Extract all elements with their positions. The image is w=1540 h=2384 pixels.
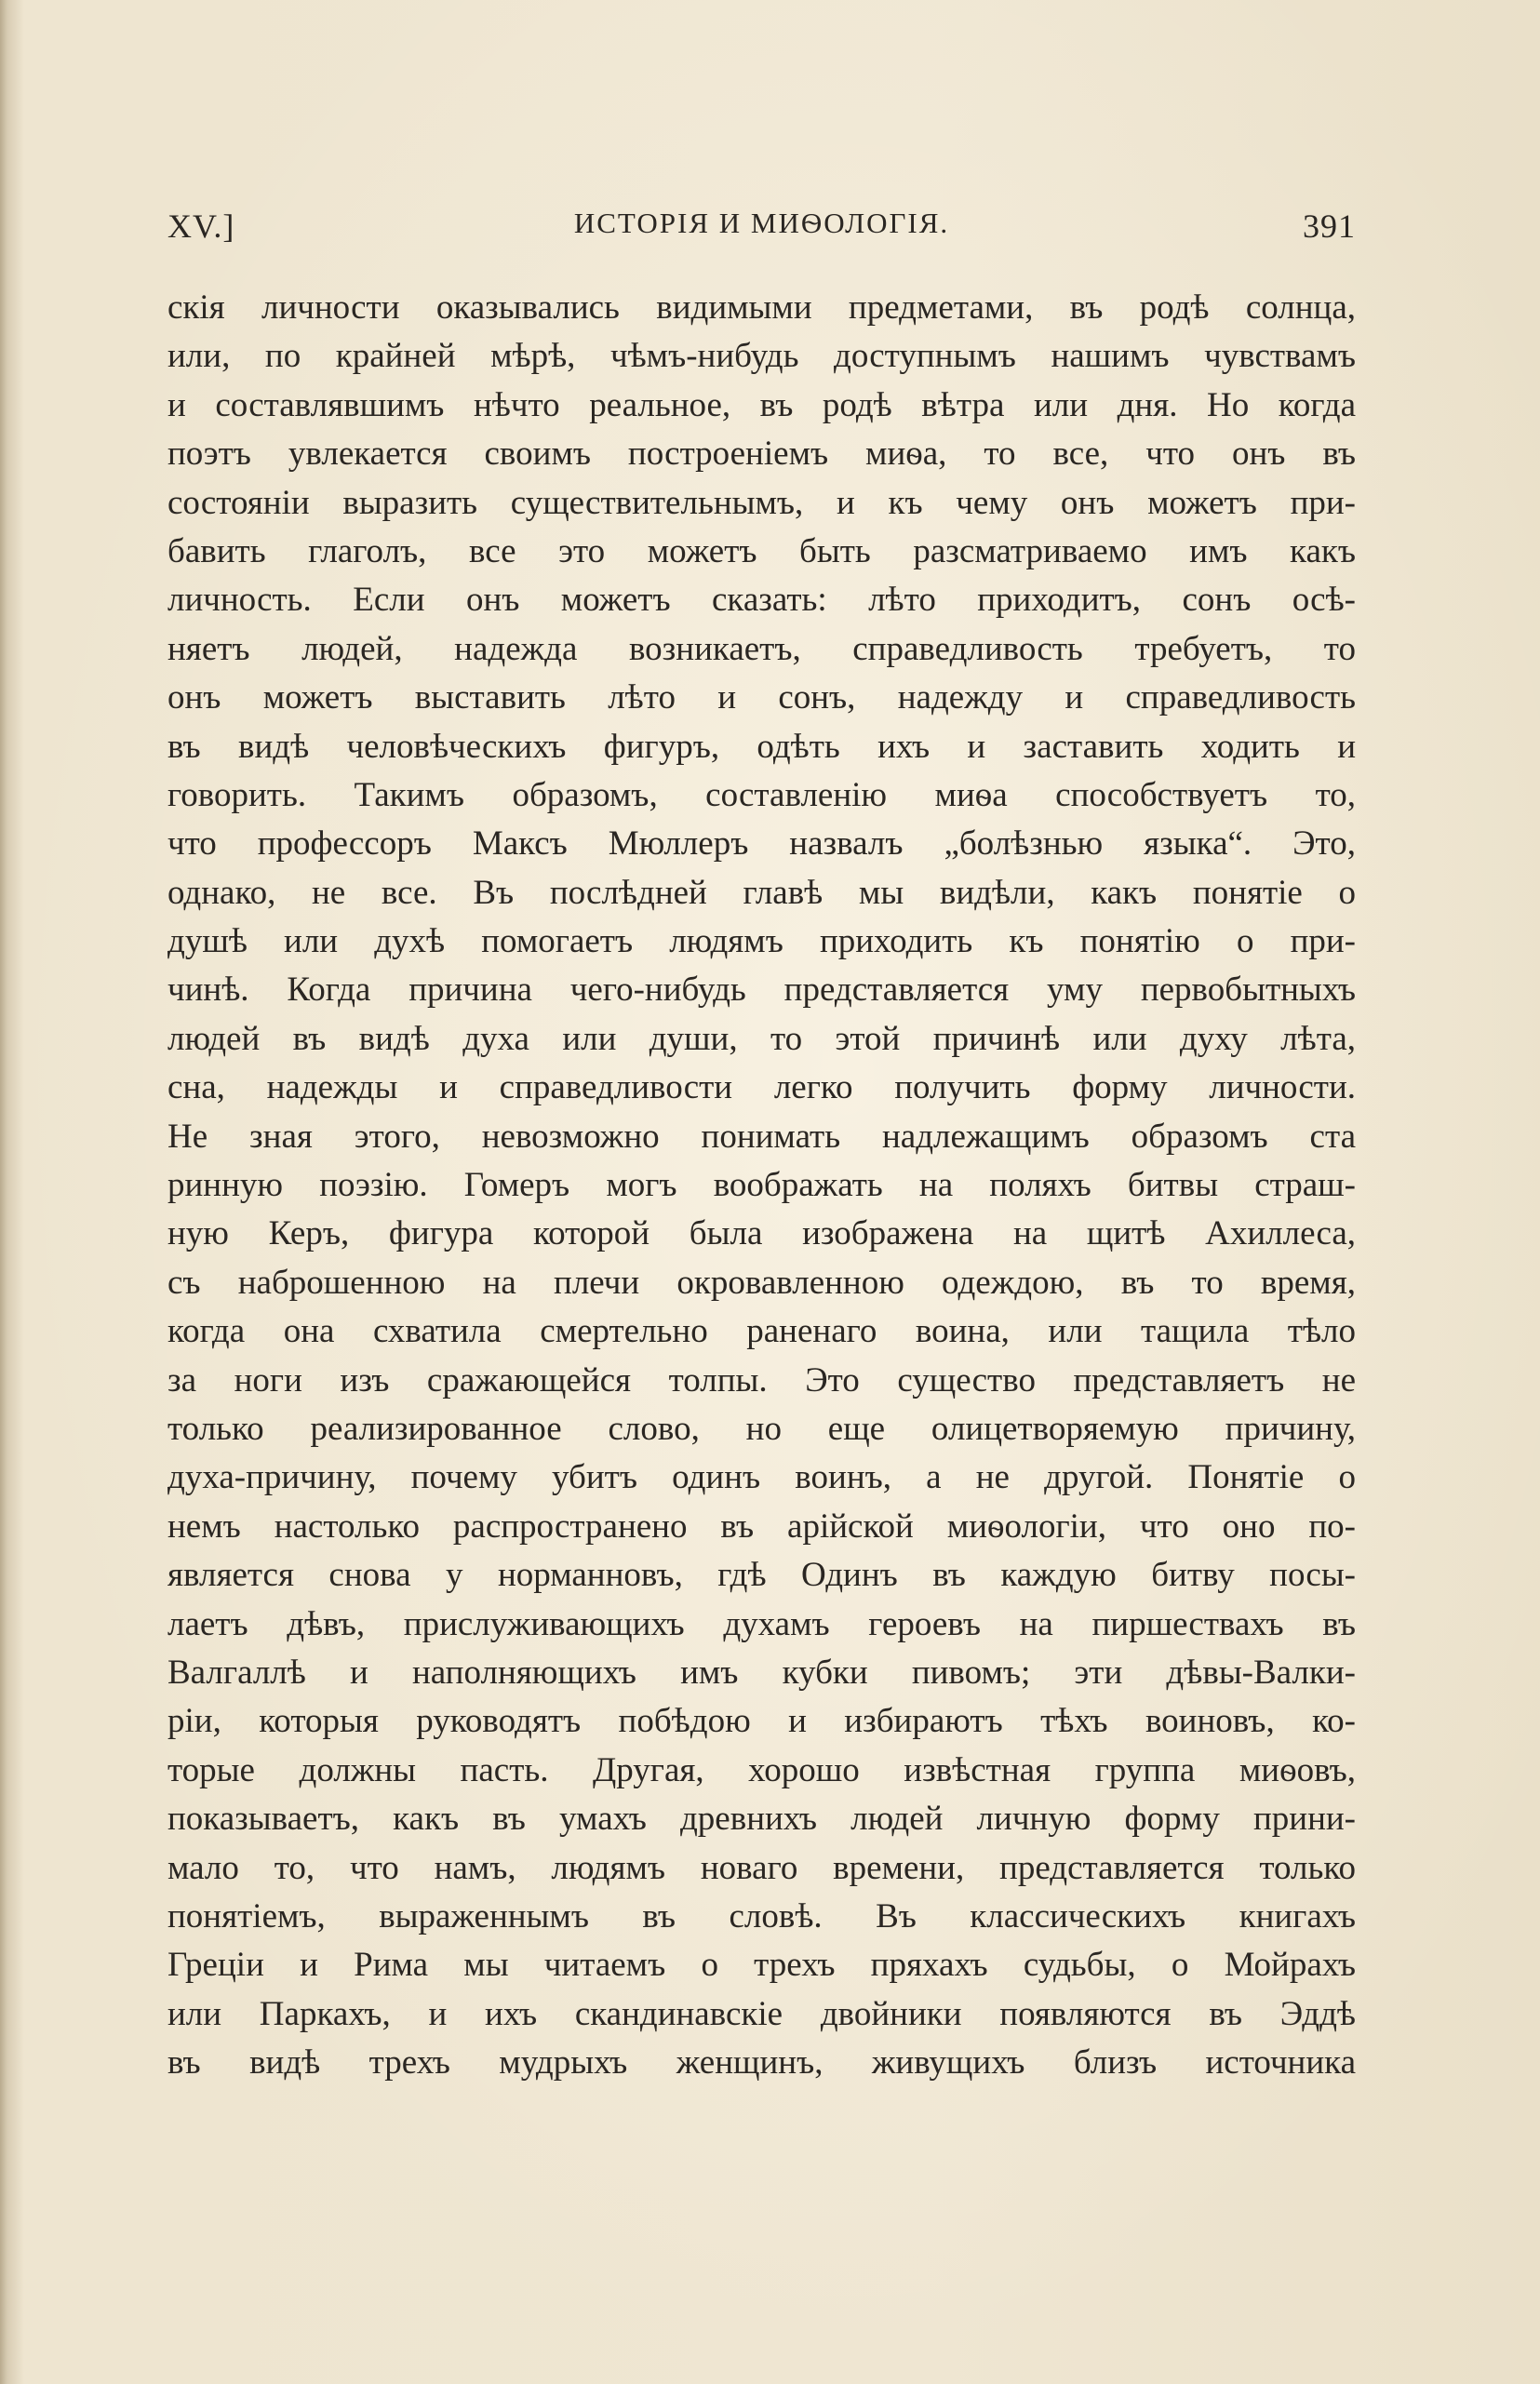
text-line: чинѣ. Когда причина чего-нибудь представляется уму первобытныхъ	[167, 971, 1356, 1010]
body-text	[167, 284, 1356, 2087]
text-line: является снова у норманновъ, гдѣ Одинъ въ каждую битву посы-	[167, 1556, 1356, 1595]
text-line: ную Керъ, фигура которой была изображена на щитѣ Ахиллеса,	[167, 1214, 1356, 1253]
text-line: за ноги изъ сражающейся толпы. Это существо представляетъ не	[167, 1360, 1356, 1400]
text-line: Не зная этого, невозможно понимать надлежащимъ образомъ ста	[167, 1117, 1356, 1156]
text-line: когда она схватила смертельно раненаго воина, или тащила тѣло	[167, 1312, 1356, 1351]
text-line: съ наброшенною на плечи окровавленною одеждою, въ то время,	[167, 1263, 1356, 1302]
text-line: няетъ людей, надежда возникаетъ, справедливость требуетъ, то	[167, 629, 1356, 668]
text-line: состояніи выразить существительнымъ, и къ чему онъ можетъ при-	[167, 483, 1356, 522]
text-line: въ видѣ трехъ мудрыхъ женщинъ, живущихъ близъ источника	[167, 2043, 1356, 2083]
text-line: однако, не все. Въ послѣдней главѣ мы видѣли, какъ понятіе о	[167, 873, 1356, 912]
text-line: торые должны пасть. Другая, хорошо извѣстная группа миѳовъ,	[167, 1750, 1356, 1789]
running-title: ИСТОРІЯ И МИѲОЛОГІЯ.	[573, 207, 950, 239]
text-line: Валгаллѣ и наполняющихъ имъ кубки пивомъ; эти дѣвы-Валки-	[167, 1653, 1356, 1692]
text-line: лаетъ дѣвъ, прислуживающихъ духамъ героевъ на пиршествахъ въ	[167, 1604, 1356, 1643]
text-line: и составлявшимъ нѣчто реальное, въ родѣ вѣтра или дня. Но когда	[167, 385, 1356, 424]
text-line: духа-причину, почему убитъ одинъ воинъ, а не другой. Понятіе о	[167, 1458, 1356, 1497]
chapter-marker: XV.]	[167, 208, 235, 245]
text-line: понятіемъ, выраженнымъ въ словѣ. Въ классическихъ книгахъ	[167, 1896, 1356, 1935]
text-line: въ видѣ человѣческихъ фигуръ, одѣть ихъ и заставить ходить и	[167, 727, 1356, 766]
running-header	[167, 207, 1356, 253]
text-line: сна, надежды и справедливости легко получить форму личности.	[167, 1068, 1356, 1107]
text-line: бавить глаголъ, все это можетъ быть разсматриваемо имъ какъ	[167, 531, 1356, 570]
text-line: поэтъ увлекается своимъ построеніемъ миѳа, то все, что онъ въ	[167, 435, 1356, 474]
text-line: скія личности оказывались видимыми предметами, въ родѣ солнца,	[167, 288, 1356, 327]
text-line: только реализированное слово, но еще олицетворяемую причину,	[167, 1409, 1356, 1448]
page-number: 391	[1303, 208, 1356, 245]
text-line: или Паркахъ, и ихъ скандинавскіе двойники появляются въ Эддѣ	[167, 1994, 1356, 2033]
text-line: или, по крайней мѣрѣ, чѣмъ-нибудь доступнымъ нашимъ чувствамъ	[167, 337, 1356, 376]
text-line: ріи, которыя руководятъ побѣдою и избираютъ тѣхъ воиновъ, ко-	[167, 1702, 1356, 1741]
text-line: онъ можетъ выставить лѣто и сонъ, надежду и справедливость	[167, 678, 1356, 717]
text-line: мало то, что намъ, людямъ новаго времени, представляется только	[167, 1848, 1356, 1887]
text-line: говорить. Такимъ образомъ, составленію миѳа способствуетъ то,	[167, 775, 1356, 814]
text-line: ринную поэзію. Гомеръ могъ воображать на поляхъ битвы страш-	[167, 1166, 1356, 1205]
text-line: душѣ или духѣ помогаетъ людямъ приходить къ понятію о при-	[167, 922, 1356, 961]
text-line: личность. Если онъ можетъ сказать: лѣто приходитъ, сонъ осѣ-	[167, 581, 1356, 620]
text-line: Греціи и Рима мы читаемъ о трехъ пряхахъ судьбы, о Мойрахъ	[167, 1946, 1356, 1985]
text-line: людей въ видѣ духа или души, то этой причинѣ или духу лѣта,	[167, 1019, 1356, 1058]
text-line: что профессоръ Максъ Мюллеръ назвалъ „болѣзнью языка“. Это,	[167, 824, 1356, 864]
text-line: показываетъ, какъ въ умахъ древнихъ людей личную форму прини-	[167, 1800, 1356, 1839]
text-line: немъ настолько распространено въ арійской миѳологіи, что оно по-	[167, 1507, 1356, 1546]
